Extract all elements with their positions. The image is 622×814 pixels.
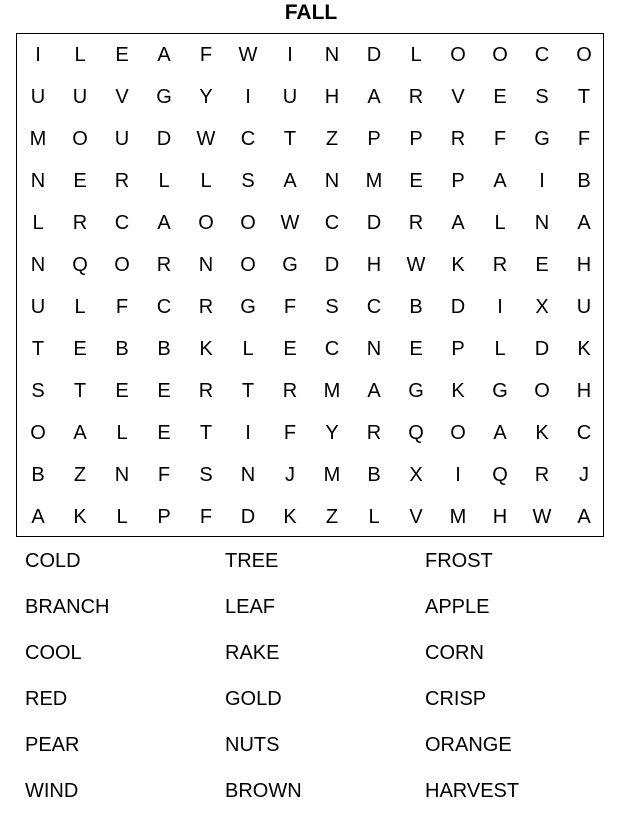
grid-letter: T [199, 422, 213, 444]
word-item: APPLE [425, 596, 490, 618]
grid-letter: M [323, 380, 341, 402]
word-item: HARVEST [425, 780, 520, 802]
grid-letter: Y [325, 422, 339, 444]
grid-letter: F [115, 296, 129, 318]
grid-letter: S [199, 464, 213, 486]
grid-letter: L [158, 170, 170, 192]
grid-letter: H [576, 254, 592, 276]
puzzle-title: FALL [284, 1, 338, 24]
grid-letter: R [366, 422, 382, 444]
word-item: COLD [25, 550, 81, 572]
grid-letter: W [238, 44, 258, 66]
grid-letter: E [157, 380, 171, 402]
grid-letter: H [366, 254, 382, 276]
grid-letter: N [366, 338, 382, 360]
grid-letter: W [196, 128, 216, 150]
grid-letter: F [493, 128, 507, 150]
grid-letter: N [30, 170, 46, 192]
grid-letter: X [409, 464, 423, 486]
grid-letter: R [72, 212, 88, 234]
grid-letter: V [451, 86, 465, 108]
grid-letter: E [283, 338, 297, 360]
grid-letter: E [409, 170, 423, 192]
grid-row [17, 370, 605, 412]
grid-letter: G [240, 296, 256, 318]
grid-letter: G [492, 380, 508, 402]
grid-letter: A [367, 86, 381, 108]
grid-letter: E [535, 254, 549, 276]
grid-letter: W [280, 212, 300, 234]
grid-letter: A [577, 506, 591, 528]
grid-letter: R [198, 380, 214, 402]
grid-letter: J [579, 464, 589, 486]
grid-letter: N [324, 44, 340, 66]
grid-letter: I [287, 44, 293, 66]
grid-letter: O [114, 254, 130, 276]
grid-letter: C [240, 128, 256, 150]
letter-grid [16, 33, 604, 537]
grid-letter: G [408, 380, 424, 402]
grid-row [17, 412, 605, 454]
word-item: PEAR [25, 734, 80, 756]
grid-letter: I [245, 86, 251, 108]
word-item: LEAF [225, 596, 276, 618]
grid-letter: K [283, 506, 297, 528]
word-item: RAKE [225, 642, 280, 664]
grid-letter: H [324, 86, 340, 108]
grid-letter: G [534, 128, 550, 150]
grid-letter: P [451, 170, 465, 192]
grid-letter: Z [325, 506, 339, 528]
word-item: FROST [425, 550, 493, 572]
grid-letter: C [324, 338, 340, 360]
grid-letter: U [30, 296, 46, 318]
grid-letter: N [240, 464, 256, 486]
word-item: WIND [25, 780, 79, 802]
grid-letter: R [450, 128, 466, 150]
grid-letter: O [450, 422, 466, 444]
grid-letter: T [241, 380, 255, 402]
grid-letter: K [451, 254, 465, 276]
grid-letter: U [282, 86, 298, 108]
grid-letter: L [74, 44, 86, 66]
grid-letter: B [577, 170, 591, 192]
grid-letter: F [577, 128, 591, 150]
word-item: CRISP [425, 688, 487, 710]
grid-letter: B [367, 464, 381, 486]
grid-row [17, 202, 605, 244]
grid-letter: H [576, 380, 592, 402]
grid-letter: L [242, 338, 254, 360]
grid-letter: O [450, 44, 466, 66]
grid-letter: Z [325, 128, 339, 150]
grid-letter: B [115, 338, 129, 360]
grid-letter: P [451, 338, 465, 360]
grid-letter: Q [492, 464, 508, 486]
grid-letter: O [72, 128, 88, 150]
grid-letter: L [494, 212, 506, 234]
grid-letter: L [200, 170, 212, 192]
grid-letter: N [324, 170, 340, 192]
grid-letter: D [450, 296, 466, 318]
grid-letter: U [72, 86, 88, 108]
word-item: RED [25, 688, 68, 710]
grid-row [17, 286, 605, 328]
grid-letter: C [114, 212, 130, 234]
grid-letter: A [493, 422, 507, 444]
grid-letter: N [534, 212, 550, 234]
grid-letter: B [31, 464, 45, 486]
grid-letter: A [367, 380, 381, 402]
grid-letter: P [157, 506, 171, 528]
grid-letter: R [282, 380, 298, 402]
grid-letter: K [451, 380, 465, 402]
grid-row [17, 160, 605, 202]
grid-letter: I [245, 422, 251, 444]
grid-letter: M [449, 506, 467, 528]
grid-letter: J [285, 464, 295, 486]
grid-letter: M [323, 464, 341, 486]
grid-letter: G [156, 86, 172, 108]
grid-letter: K [577, 338, 591, 360]
grid-letter: L [116, 422, 128, 444]
grid-letter: L [116, 506, 128, 528]
grid-letter: A [577, 212, 591, 234]
grid-letter: E [157, 422, 171, 444]
grid-letter: W [532, 506, 552, 528]
grid-letter: M [365, 170, 383, 192]
grid-row [17, 496, 605, 538]
grid-letter: L [74, 296, 86, 318]
word-item: GOLD [225, 688, 282, 710]
grid-letter: V [409, 506, 423, 528]
grid-letter: A [73, 422, 87, 444]
grid-letter: O [198, 212, 214, 234]
grid-letter: S [535, 86, 549, 108]
grid-letter: L [410, 44, 422, 66]
grid-letter: A [31, 506, 45, 528]
grid-letter: T [73, 380, 87, 402]
grid-letter: R [114, 170, 130, 192]
grid-letter: X [535, 296, 549, 318]
grid-letter: M [29, 128, 47, 150]
grid-letter: S [241, 170, 255, 192]
grid-letter: E [73, 338, 87, 360]
grid-letter: O [30, 422, 46, 444]
grid-letter: A [283, 170, 297, 192]
grid-letter: U [576, 296, 592, 318]
grid-letter: T [577, 86, 591, 108]
grid-letter: F [283, 296, 297, 318]
grid-letter: I [497, 296, 503, 318]
grid-row [17, 118, 605, 160]
grid-letter: C [534, 44, 550, 66]
grid-letter: E [73, 170, 87, 192]
grid-letter: N [114, 464, 130, 486]
grid-letter: C [366, 296, 382, 318]
grid-letter: I [35, 44, 41, 66]
grid-row [17, 244, 605, 286]
grid-letter: E [409, 338, 423, 360]
grid-letter: U [114, 128, 130, 150]
grid-letter: R [408, 212, 424, 234]
grid-letter: T [283, 128, 297, 150]
grid-letter: D [534, 338, 550, 360]
word-item: BROWN [225, 780, 302, 802]
word-item: NUTS [225, 734, 280, 756]
grid-letter: C [576, 422, 592, 444]
grid-letter: A [493, 170, 507, 192]
grid-letter: H [492, 506, 508, 528]
grid-letter: D [366, 212, 382, 234]
word-item: COOL [25, 642, 82, 664]
grid-letter: C [156, 296, 172, 318]
grid-letter: P [409, 128, 423, 150]
grid-letter: L [32, 212, 44, 234]
grid-letter: F [283, 422, 297, 444]
grid-letter: D [366, 44, 382, 66]
grid-letter: S [325, 296, 339, 318]
grid-letter: Q [72, 254, 88, 276]
grid-letter: O [240, 254, 256, 276]
grid-row [17, 76, 605, 118]
grid-letter: E [493, 86, 507, 108]
grid-letter: D [240, 506, 256, 528]
grid-letter: E [115, 44, 129, 66]
word-item: ORANGE [425, 734, 512, 756]
grid-letter: O [240, 212, 256, 234]
grid-letter: D [324, 254, 340, 276]
grid-letter: O [576, 44, 592, 66]
grid-letter: S [31, 380, 45, 402]
grid-letter: U [30, 86, 46, 108]
grid-letter: V [115, 86, 129, 108]
grid-letter: R [408, 86, 424, 108]
grid-letter: B [409, 296, 423, 318]
word-list [0, 538, 622, 812]
grid-letter: F [157, 464, 171, 486]
grid-letter: K [73, 506, 87, 528]
grid-letter: I [539, 170, 545, 192]
grid-letter: R [156, 254, 172, 276]
grid-row [17, 34, 605, 76]
grid-letter: A [157, 212, 171, 234]
grid-row [17, 328, 605, 370]
grid-letter: G [282, 254, 298, 276]
grid-letter: Y [199, 86, 213, 108]
grid-letter: F [199, 506, 213, 528]
grid-letter: R [534, 464, 550, 486]
grid-letter: O [492, 44, 508, 66]
grid-letter: R [198, 296, 214, 318]
grid-letter: K [199, 338, 213, 360]
grid-letter: I [455, 464, 461, 486]
grid-letter: P [367, 128, 381, 150]
grid-letter: Z [73, 464, 87, 486]
grid-letter: D [156, 128, 172, 150]
grid-letter: B [157, 338, 171, 360]
grid-letter: L [368, 506, 380, 528]
grid-letter: N [198, 254, 214, 276]
grid-letter: K [535, 422, 549, 444]
grid-letter: Q [408, 422, 424, 444]
grid-letter: R [492, 254, 508, 276]
word-item: BRANCH [25, 596, 110, 618]
grid-letter: O [534, 380, 550, 402]
grid-letter: C [324, 212, 340, 234]
grid-letter: W [406, 254, 426, 276]
grid-letter: T [31, 338, 45, 360]
grid-letter: E [115, 380, 129, 402]
word-item: CORN [425, 642, 484, 664]
grid-letter: N [30, 254, 46, 276]
grid-letter: A [157, 44, 171, 66]
grid-row [17, 454, 605, 496]
word-item: TREE [225, 550, 279, 572]
grid-letter: A [451, 212, 465, 234]
grid-letter: L [494, 338, 506, 360]
grid-letter: F [199, 44, 213, 66]
